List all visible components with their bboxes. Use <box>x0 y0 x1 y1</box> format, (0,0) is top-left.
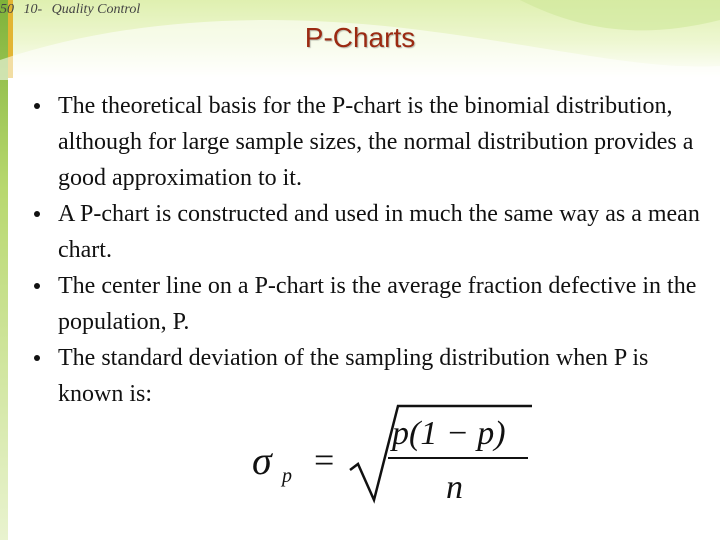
bullet-dot-icon <box>34 355 40 361</box>
bullet-item <box>34 268 710 340</box>
bullet-list <box>34 88 710 412</box>
bullet-text: The standard deviation of the sampling distribution when P is known is: <box>58 345 649 407</box>
bullet-item <box>34 88 710 196</box>
formula-equals: = <box>314 440 335 480</box>
course-name: Quality Control <box>51 2 141 17</box>
bullet-text: A P-chart is constructed and used in much the same way as a mean chart. <box>58 201 700 263</box>
bullet-dot-icon <box>34 103 40 109</box>
bullet-item <box>34 196 710 268</box>
formula-numerator: p(1 − p) <box>392 415 506 452</box>
left-decorative-bar <box>0 0 8 540</box>
chapter-number: 10- <box>23 2 43 17</box>
formula-denominator: n <box>446 469 463 506</box>
formula-sigma: σ <box>252 438 272 483</box>
bullet-text: The center line on a P-chart is the average fraction defective in the population, P. <box>58 273 697 335</box>
slide-number: 50 <box>0 2 14 17</box>
formula-subscript: p <box>282 465 292 487</box>
slide-title: P-Charts <box>304 22 416 53</box>
slide-header-label <box>0 2 140 18</box>
std-deviation-formula <box>252 400 542 510</box>
bullet-text: The theoretical basis for the P-chart is the binomial distribution, although for large sample sizes, the normal distribution provides a good approximation to it. <box>58 93 694 191</box>
bullet-dot-icon <box>34 211 40 217</box>
bullet-dot-icon <box>34 283 40 289</box>
